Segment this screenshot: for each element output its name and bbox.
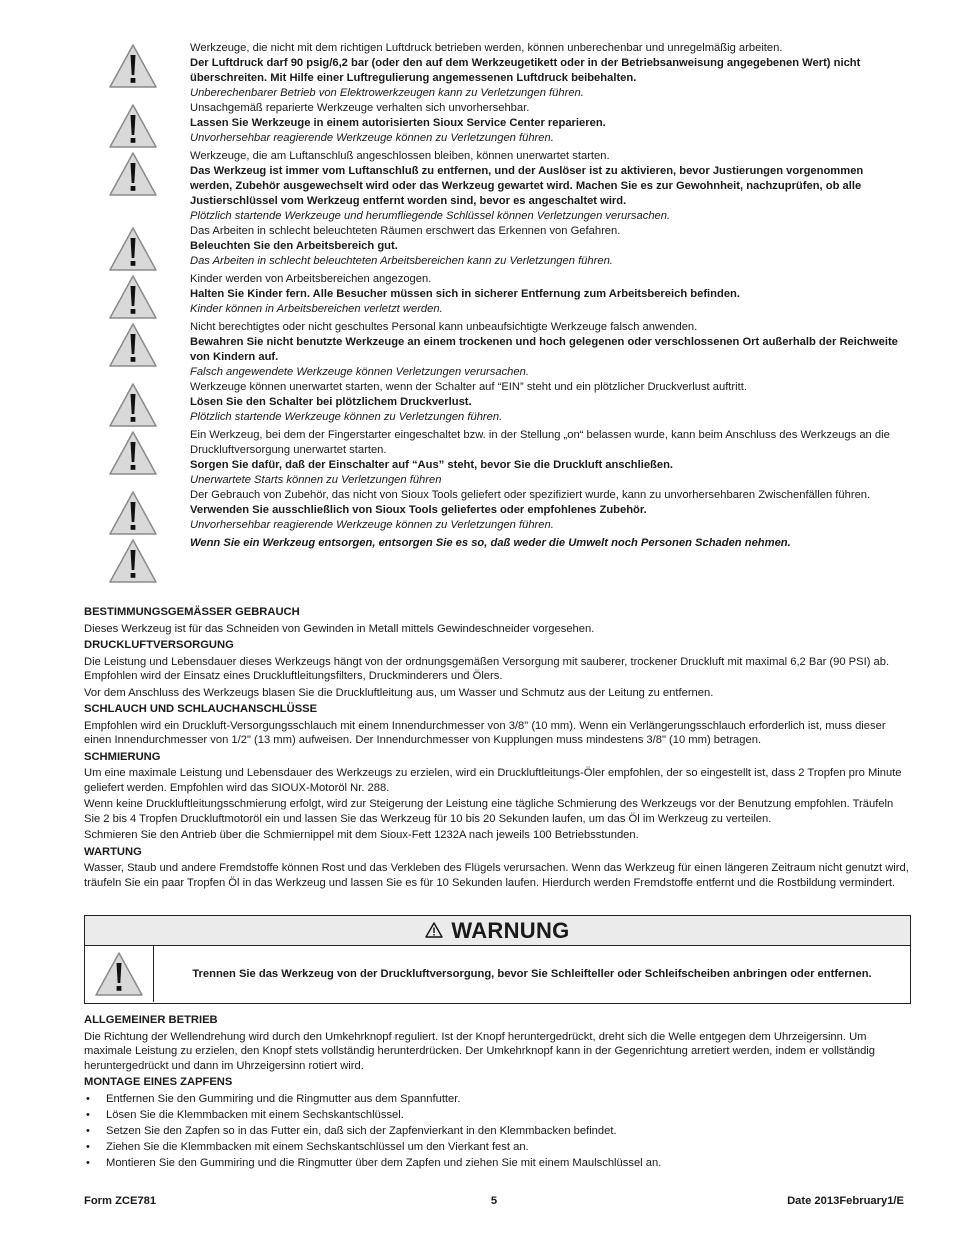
warning-item [108,380,908,428]
warning-text [190,380,908,425]
section-paragraph: Empfohlen wird ein Druckluft-Versorgungsschlauch mit einem Innendurchmesser von 3/8" (10 mm). Wenn ein Verlängerungsschlauch erforderlich ist, muss dieser einen Innendurchmesser von 1/2" (13 mm) aufweisen. Der Innendurchmesser von Kupplungen muss mindestens 3/8" (10 mm) betragen. [84,719,886,746]
warning-line: Das Arbeiten in schlecht beleuchteten Räumen erschwert das Erkennen von Gefahren. [190,225,621,237]
section-heading-montage: MONTAGE EINES ZAPFENS [84,1076,233,1088]
section-paragraph: Wenn keine Druckluftleitungsschmierung erfolgt, wird zur Steigerung der Leistung eine tägliche Schmierung des Werkzeugs vor der Benutzung empfohlen. Träufeln Sie 2 bis 4 Tropfen Druckluftmotoröl ein und lassen Sie das Werkzeug für 10 bis 20 Sekunden laufen, um das Öl im Werkzeug zu verteilen. [84,798,894,825]
section-heading: WARTUNG [84,845,142,858]
section-heading: SCHMIERUNG [84,750,161,763]
warning-line: Unsachgemäß reparierte Werkzeuge verhalten sich unvorhersehbar. [190,102,530,114]
warning-line: Unberechenbarer Betrieb von Elektrowerkzeugen kann zu Verletzungen führen. [190,87,584,99]
operation-sections [84,1013,910,1172]
section-paragraph: Wasser, Staub und andere Fremdstoffe können Rost und das Verkleben des Flügels verursachen. Wenn das Werkzeug für einen längeren Zeitraum nicht genutzt wird, träufeln Sie ein paar Tropfen Öl in das Werkzeug und lassen Sie es für 10 Sekunden laufen. Hierdurch werden Fremdstoffe entfernt und die Rostbildung vermindert. [84,862,909,889]
page-footer [84,1195,904,1211]
warning-line: Kinder werden von Arbeitsbereichen angezogen. [190,273,432,285]
warning-line: Plötzlich startende Werkzeuge und herumfliegende Schlüssel können Verletzungen verursachen. [190,210,671,222]
warning-item [108,320,908,380]
section-paragraph: Die Leistung und Lebensdauer dieses Werkzeugs hängt von der ordnungsgemäßen Versorgung mit sauberer, trockener Druckluft mit maximal 6,2 Bar (90 PSI) ab. Empfohlen wird der Einsatz eines Druckluftleitungsfilters, Druckminderers und Ölers. [84,655,890,682]
warning-text [190,428,908,488]
section-heading-allgemein: ALLGEMEINER BETRIEB [84,1014,218,1026]
warning-triangle-icon [108,488,158,536]
warning-text [190,320,908,380]
warning-triangle-icon [108,272,158,320]
safety-warnings-list [108,41,908,584]
warning-line: Unvorhersehbar reagierende Werkzeuge können zu Verletzungen führen. [190,519,554,531]
warning-line: Werkzeuge, die am Luftanschluß angeschlossen bleiben, können unerwartet starten. [190,150,610,162]
warning-line: Werkzeuge können unerwartet starten, wenn der Schalter auf “EIN” steht und ein plötzlicher Druckverlust auftritt. [190,381,747,393]
warning-item [108,149,908,224]
warning-triangle-icon [108,380,158,428]
warning-line: Beleuchten Sie den Arbeitsbereich gut. [190,240,398,252]
warning-triangle-icon [108,41,158,89]
section-heading: DRUCKLUFTVERSORGUNG [84,639,234,651]
warning-line: Bewahren Sie nicht benutzte Werkzeuge an einem trockenen und hoch gelegenen oder verschlossenen Ort außerhalb der Reichweite von Kindern auf. [190,336,898,363]
section-paragraph: Um eine maximale Leistung und Lebensdauer des Werkzeugs zu erzielen, wird ein Druckluftleitungs-Öler empfohlen, der so eingestellt ist, dass 2 Tropfen pro Minute geliefert werden. Empfohlen wird das SIOUX-Motoröl Nr. 288. [84,767,902,794]
list-item: • Setzen Sie den Zapfen so in das Futter ein, daß sich der Zapfenvierkant in den Klemmbacken befindet. [84,1124,910,1139]
warning-triangle-icon [108,101,158,149]
warning-triangle-icon [108,224,158,272]
section-paragraph: Vor dem Anschluss des Werkzeugs blasen Sie die Druckluftleitung aus, um Wasser und Schmutz aus der Leitung zu entfernen. [84,686,714,699]
warnung-box-header [85,916,910,946]
warning-line: Nicht berechtigtes oder nicht geschultes Personal kann unbeaufsichtigte Werkzeuge falsch anwenden. [190,321,698,333]
warning-line: Ein Werkzeug, bei dem der Fingerstarter eingeschaltet bzw. in der Stellung „on“ belassen wurde, kann beim Anschluss des Werkzeugs an die Druckluftversorgung unerwartet starten. [190,429,890,456]
section-paragraph: Dieses Werkzeug ist für das Schneiden von Gewinden in Metall mittels Gewindeschneider vorgesehen. [84,622,595,635]
warning-item [108,101,908,149]
warning-text [190,536,908,551]
warning-triangle-icon [108,320,158,368]
section-heading: BESTIMMUNGSGEMÄSSER GEBRAUCH [84,606,300,618]
warning-text [190,149,908,224]
warning-line: Verwenden Sie ausschließlich von Sioux Tools geliefertes oder empfohlenes Zubehör. [190,504,647,516]
warning-text [190,101,908,146]
section-paragraph: Schmieren Sie den Antrieb über die Schmiernippel mit dem Sioux-Fett 1232A nach jeweils 100 Betriebsstunden. [84,829,639,841]
footer-page-number: 5 [490,1195,498,1207]
warning-line: Wenn Sie ein Werkzeug entsorgen, entsorgen Sie es so, daß weder die Umwelt noch Personen Schaden nehmen. [190,537,791,549]
montage-steps-list [84,1092,910,1171]
warning-line: Kinder können in Arbeitsbereichen verletzt werden. [190,303,443,315]
warning-text [190,272,908,317]
warnung-box [84,915,911,1004]
warning-line: Das Werkzeug ist immer vom Luftanschluß zu entfernen, und der Auslöser ist zu aktivieren, bevor Justierungen vorgenommen werden, Zubehör ausgewechselt wird oder das Werkzeug gewartet wird. Machen Sie es zur Gewohnheit, nachzuprüfen, ob alle Justierschlüssel vom Werkzeug entfernt worden sind, bevor es angeschaltet wird. [190,165,864,207]
list-item: • Montieren Sie den Gummiring und die Ringmutter über dem Zapfen und ziehen Sie mit einem Maulschlüssel an. [84,1156,910,1171]
warning-item [108,488,908,536]
warning-text [190,224,908,269]
footer-date: Date 2013February1/E [787,1195,904,1207]
footer-form-number: Form ZCE781 [84,1195,157,1207]
warning-line: Unerwartete Starts können zu Verletzungen führen [190,474,442,486]
warning-line: Plötzlich startende Werkzeuge können zu Verletzungen führen. [190,411,503,423]
warning-text [190,488,908,533]
warning-triangle-icon [108,428,158,476]
warning-line: Unvorhersehbar reagierende Werkzeuge können zu Verletzungen führen. [190,132,554,144]
warning-line: Der Gebrauch von Zubehör, das nicht von Sioux Tools geliefert oder spezifiziert wurde, kann zu unvorhersehbaren Zwischenfällen führen. [190,489,871,501]
warnung-title: WARNUNG [451,917,570,943]
warning-item [108,41,908,101]
section-text-allgemein: Die Richtung der Wellendrehung wird durch den Umkehrknopf reguliert. Ist der Knopf heruntergedrückt, dreht sich die Welle entgegen dem Uhrzeigersinn. Um maximale Leistung zu erzielen, den Knopf stets vollständig herunterdrücken. Der Umkehrknopf kann in der Gegenrichtung arretiert werden, indem er vollständig heruntergedrückt und dann im Uhrzeigersinn rotiert wird. [84,1030,876,1072]
list-item: • Entfernen Sie den Gummiring und die Ringmutter aus dem Spannfutter. [84,1092,910,1107]
section-heading: SCHLAUCH UND SCHLAUCHANSCHLÜSSE [84,703,318,715]
warning-line: Sorgen Sie dafür, daß der Einschalter auf “Aus” steht, bevor Sie die Druckluft anschließen. [190,459,674,471]
warning-line: Werkzeuge, die nicht mit dem richtigen Luftdruck betrieben werden, können unberechenbar und unregelmäßig arbeiten. [190,42,783,54]
warning-line: Lösen Sie den Schalter bei plötzlichem Druckverlust. [190,396,472,408]
warning-line: Lassen Sie Werkzeuge in einem autorisierten Sioux Service Center reparieren. [190,117,606,129]
warning-item [108,224,908,272]
warning-item [108,428,908,488]
warning-line: Halten Sie Kinder fern. Alle Besucher müssen sich in sicherer Entfernung zum Arbeitsbereich befinden. [190,288,740,300]
warning-item [108,536,908,584]
warning-triangle-icon [108,149,158,197]
warning-line: Das Arbeiten in schlecht beleuchteten Arbeitsbereichen kann zu Verletzungen führen. [190,255,613,267]
warning-triangle-icon [85,946,154,1002]
warning-line: Falsch angewendete Werkzeuge können Verletzungen verursachen. [190,366,529,378]
body-sections [84,604,910,892]
warning-line: Der Luftdruck darf 90 psig/6,2 bar (oder den auf dem Werkzeugetikett oder in der Betriebsanweisung angegebenen Wert) nicht überschreiten. Mit Hilfe einer Luftregulierung angemessenen Luftdruck beibehalten. [190,57,861,84]
list-item: • Ziehen Sie die Klemmbacken mit einem Sechskantschlüssel um den Vierkant fest an. [84,1140,910,1155]
warning-item [108,272,908,320]
list-item: • Lösen Sie die Klemmbacken mit einem Sechskantschlüssel. [84,1108,910,1123]
warning-triangle-icon [425,918,443,944]
warning-text [190,41,908,101]
warning-triangle-icon [108,536,158,584]
warnung-text: Trennen Sie das Werkzeug von der Druckluftversorgung, bevor Sie Schleifteller oder Schleifscheiben anbringen oder entfernen. [192,968,872,980]
